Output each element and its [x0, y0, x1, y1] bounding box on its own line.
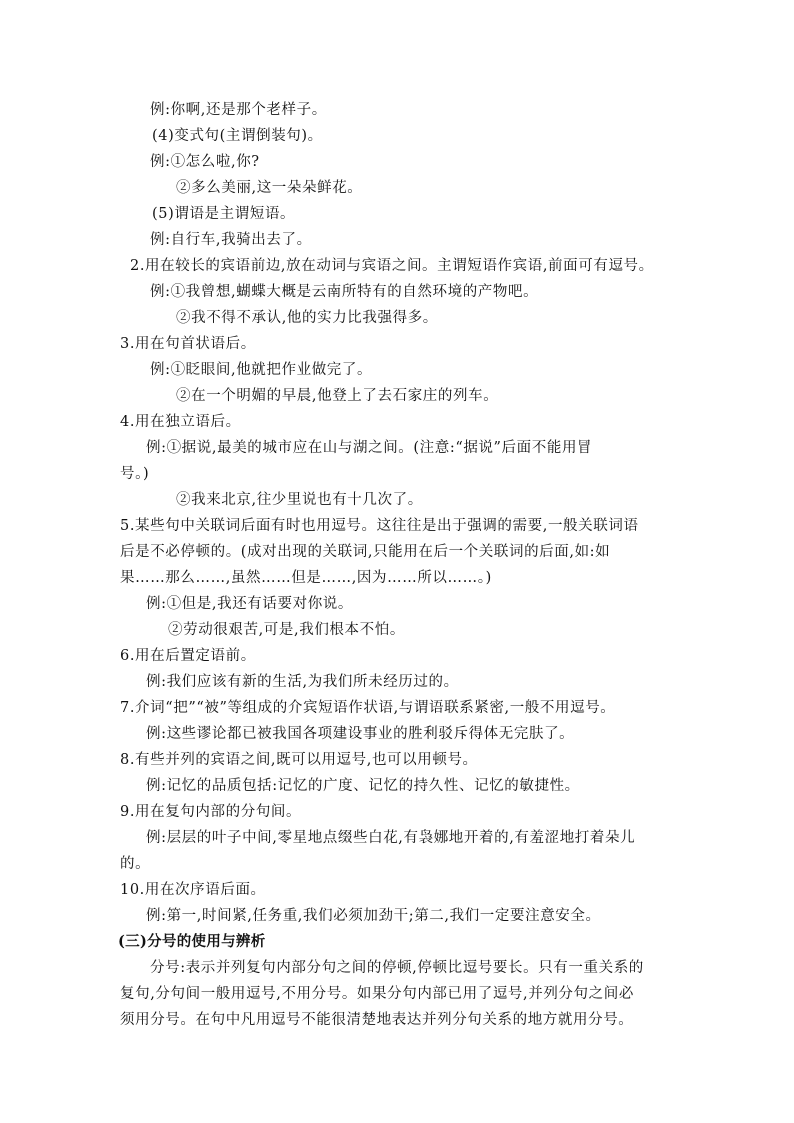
text-line: 例:自行车,我骑出去了。: [150, 232, 312, 248]
text-line: 例:①怎么啦,你?: [150, 154, 260, 170]
text-line: 例:这些谬论都已被我国各项建设事业的胜利驳斥得体无完肤了。: [146, 726, 575, 742]
text-line: 的。: [120, 856, 151, 872]
text-line: (5)谓语是主谓短语。: [152, 206, 296, 222]
text-line: ②我不得不承认,他的实力比我强得多。: [176, 310, 438, 326]
text-line: 例:第一,时间紧,任务重,我们必须加劲干;第二,我们一定要注意安全。: [146, 908, 601, 924]
text-line: 10.用在次序语后面。: [120, 882, 266, 898]
text-line: 号。): [120, 466, 150, 482]
text-line: (4)变式句(主谓倒装句)。: [152, 128, 323, 144]
text-line: 4.用在独立语后。: [120, 414, 241, 430]
section-heading: (三)分号的使用与辨析: [118, 933, 266, 950]
text-line: ②劳动很艰苦,可是,我们根本不怕。: [168, 622, 405, 638]
text-line: 例:层层的叶子中间,零星地点缀些白花,有袅娜地开着的,有羞涩地打着朵儿: [146, 830, 636, 846]
text-line: 8.有些并列的宾语之间,既可以用逗号,也可以用顿号。: [120, 752, 478, 768]
text-line: ②我来北京,往少里说也有十几次了。: [176, 492, 423, 508]
text-line: 例:我们应该有新的生活,为我们所未经历过的。: [146, 674, 459, 690]
text-line: 7.介词“把”“被”等组成的介宾短语作状语,与谓语联系紧密,一般不用逗号。: [120, 700, 616, 716]
text-line: 后是不必停顿的。(成对出现的关联词,只能用在后一个关联词的后面,如:如: [120, 544, 611, 560]
text-line: 5.某些句中关联词后面有时也用逗号。这往往是出于强调的需要,一般关联词语: [120, 518, 639, 534]
text-line: 果……那么……,虽然……但是……,因为……所以……。): [120, 570, 492, 586]
text-line: 例:记忆的品质包括:记忆的广度、记忆的持久性、记忆的敏捷性。: [146, 778, 580, 794]
text-line: 例:①据说,最美的城市应在山与湖之间。(注意:“据说”后面不能用冒: [146, 440, 593, 456]
text-line: 9.用在复句内部的分句间。: [120, 804, 302, 820]
text-line: 3.用在句首状语后。: [120, 336, 256, 352]
text-line: 6.用在后置定语前。: [120, 648, 256, 664]
text-line: 须用分号。在句中凡用逗号不能很清楚地表达并列分句关系的地方就用分号。: [120, 1012, 634, 1028]
text-line: 2.用在较长的宾语前边,放在动词与宾语之间。主谓短语作宾语,前面可有逗号。: [130, 258, 654, 274]
text-line: 分号:表示并列复句内部分句之间的停顿,停顿比逗号要长。只有一重关系的: [150, 960, 644, 976]
text-line: 例:①眨眼间,他就把作业做完了。: [150, 362, 373, 378]
text-line: ②在一个明媚的早晨,他登上了去石家庄的列车。: [176, 388, 499, 404]
text-line: ②多么美丽,这一朵朵鲜花。: [176, 180, 363, 196]
text-line: 例:①但是,我还有话要对你说。: [146, 596, 353, 612]
text-line: 例:你啊,还是那个老样子。: [150, 102, 327, 118]
text-line: 例:①我曾想,蝴蝶大概是云南所特有的自然环境的产物吧。: [150, 284, 539, 300]
text-line: 复句,分句间一般用逗号,不用分号。如果分句内部已用了逗号,并列分句之间必: [120, 986, 634, 1002]
